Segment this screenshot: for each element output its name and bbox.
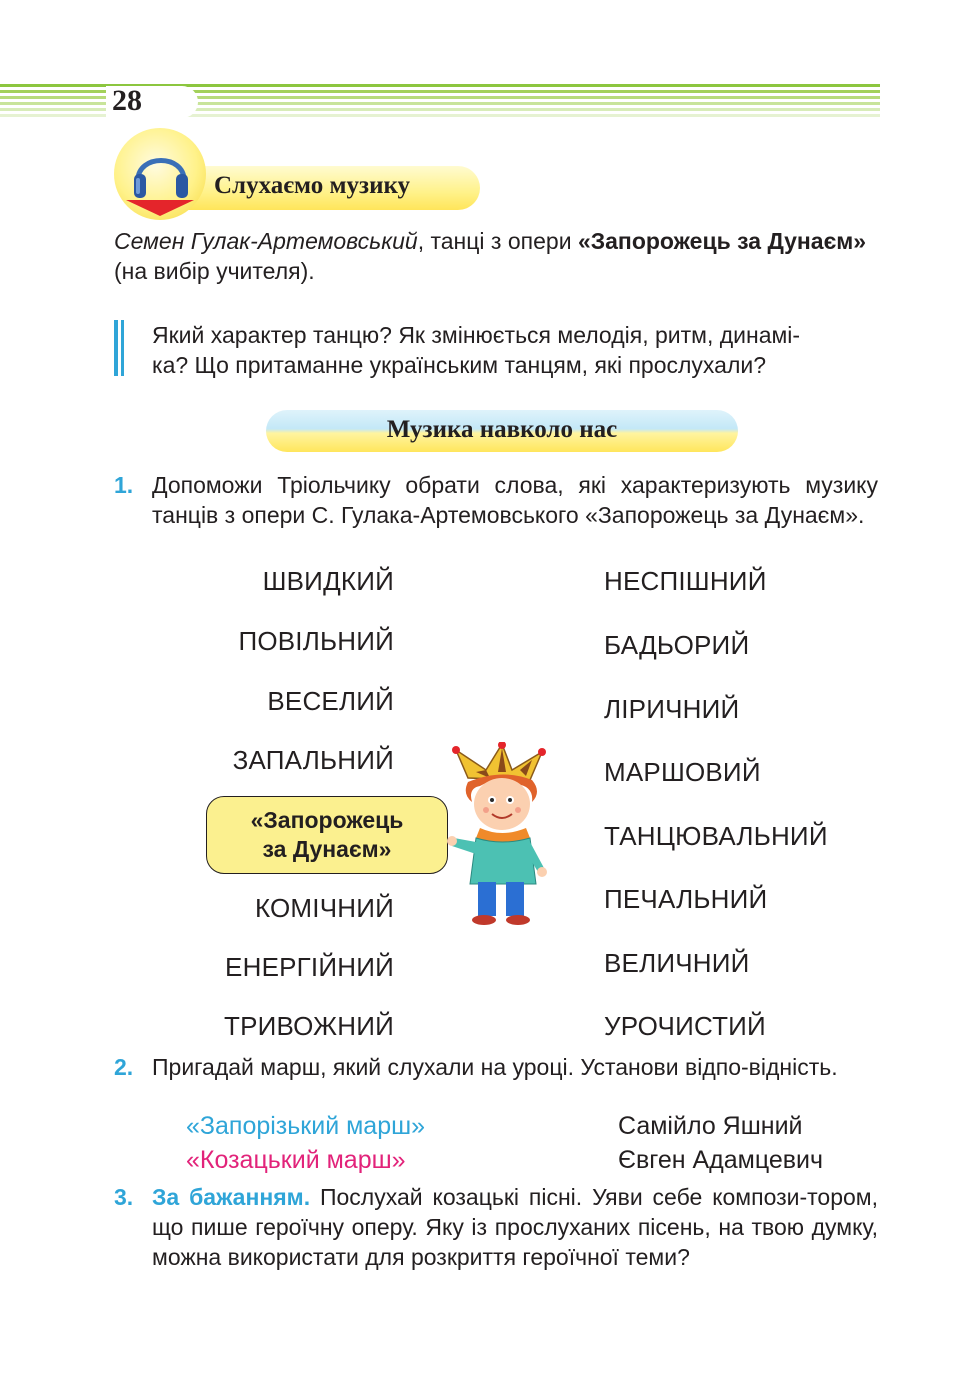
question-line-1: Який характер танцю? Як змінюється мелодія, ритм, динамі- xyxy=(152,322,801,348)
question-line-2: ка? Що притаманне українським танцям, які прослухали? xyxy=(152,352,767,378)
word-left: ВЕСЕЛИЙ xyxy=(267,686,394,716)
word-left: ЗАПАЛЬНИЙ xyxy=(232,745,394,775)
word-right: УРОЧИСТИЙ xyxy=(604,1011,766,1041)
task-number: 2. xyxy=(114,1054,134,1080)
march-title: «Запорізький марш» xyxy=(186,1112,426,1140)
composer-name: Євген Адамцевич xyxy=(618,1146,824,1174)
listening-intro xyxy=(114,226,880,286)
jester-boy-illustration xyxy=(446,742,558,928)
task-2 xyxy=(114,1052,882,1114)
opera-label xyxy=(206,806,448,864)
word-left: ШВИДКИЙ xyxy=(262,566,394,596)
listening-questions xyxy=(152,320,882,380)
word-left: ТРИВОЖНИЙ xyxy=(223,1011,394,1041)
task-1 xyxy=(114,470,882,562)
word-left: ПОВІЛЬНИЙ xyxy=(238,626,394,656)
word-right: НЕСПІШНИЙ xyxy=(604,566,767,596)
word-left: ЕНЕРГІЙНИЙ xyxy=(225,952,394,982)
opera-title: «Запорожець за Дунаєм» xyxy=(577,228,867,254)
word-right: БАДЬОРИЙ xyxy=(604,630,750,660)
task-text: Допоможи Тріольчику обрати слова, які характеризують музику танців з опери С. Гулака-Артемовського «Запорожець за Дунаєм». xyxy=(152,472,878,528)
task-number: 1. xyxy=(114,472,134,498)
task-body: Послухай козацькі пісні. Уяви себе компози-тором, що пише героїчну оперу. Яку із прослуханих пісень, на твою думку, можна використати для розкриття героїчної теми? xyxy=(152,1184,879,1270)
question-marker-2 xyxy=(121,320,124,376)
word-left: КОМІЧНИЙ xyxy=(254,893,394,923)
composer-name: Самійло Яшний xyxy=(618,1112,803,1140)
task-lead: За бажанням. xyxy=(152,1184,311,1210)
opera-label-line-1: «Запорожець xyxy=(250,807,404,833)
composer-name: Семен Гулак-Артемовський xyxy=(114,228,418,254)
page-number: 28 xyxy=(112,84,142,117)
word-right: ТАНЦЮВАЛЬНИЙ xyxy=(604,821,828,851)
word-right: ВЕЛИЧНИЙ xyxy=(604,948,750,978)
task-3 xyxy=(114,1182,882,1306)
task-number: 3. xyxy=(114,1184,134,1210)
headphones-icon xyxy=(128,140,194,204)
word-right: ПЕЧАЛЬНИЙ xyxy=(604,884,768,914)
task-text xyxy=(152,1182,878,1272)
question-marker xyxy=(114,320,118,376)
intro-text-2: (на вибір учителя). xyxy=(114,258,315,284)
section-title-listening: Слухаємо музику xyxy=(214,172,411,199)
section-title-around: Музика навколо нас xyxy=(386,416,618,443)
opera-label-line-2: за Дунаєм» xyxy=(262,836,392,862)
task-text: Пригадай марш, який слухали на уроці. Установи відпо-відність. xyxy=(152,1054,838,1080)
march-title: «Козацький марш» xyxy=(186,1146,406,1174)
word-right: ЛІРИЧНИЙ xyxy=(604,694,740,724)
intro-text-1: , танці з опери xyxy=(417,228,578,254)
word-right: МАРШОВИЙ xyxy=(604,757,761,787)
